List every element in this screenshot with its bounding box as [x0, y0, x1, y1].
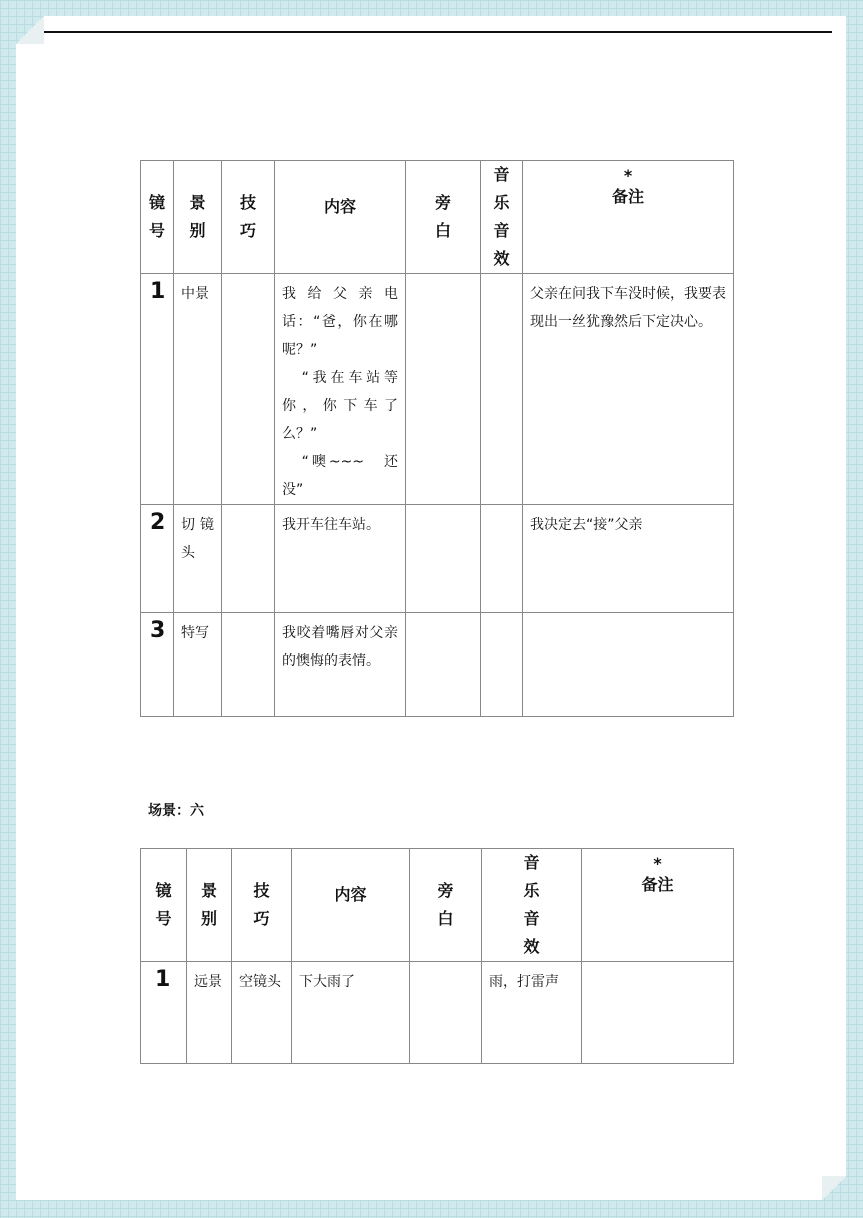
cell-shot-size: 远景: [187, 962, 232, 1064]
header-technique: 技巧: [232, 849, 292, 962]
remarks-star: *: [623, 166, 633, 185]
cell-shot-no: 2: [141, 505, 174, 613]
cell-narration: [410, 962, 482, 1064]
cell-content: 我给父亲电话：“爸，你在哪呢？” “我在车站等你，你下车了么？” “噢~~~ 还没”: [275, 274, 406, 505]
header-narration: 旁白: [410, 849, 482, 962]
header-row: [141, 849, 734, 962]
cell-shot-size: 中景: [174, 274, 222, 505]
header-shot-no: 镜号: [141, 161, 174, 274]
header-content: 内容: [292, 849, 410, 962]
header-content: 内容: [275, 161, 406, 274]
cell-narration: [406, 505, 481, 613]
cell-shot-no: 3: [141, 613, 174, 717]
cell-content: 下大雨了: [292, 962, 410, 1064]
storyboard-table-1: [140, 160, 734, 717]
cell-narration: [406, 613, 481, 717]
cell-music: [481, 505, 523, 613]
header-rule: [44, 31, 832, 33]
cell-remarks: 父亲在问我下车没时候，我要表现出一丝犹豫然后下定决心。: [523, 274, 734, 505]
cell-content: 我开车往车站。: [275, 505, 406, 613]
header-shot-size: 景别: [187, 849, 232, 962]
header-remarks: * 备注: [582, 849, 734, 962]
cell-technique: [222, 613, 275, 717]
cell-music: [481, 613, 523, 717]
cell-content: 我咬着嘴唇对父亲的懊悔的表情。: [275, 613, 406, 717]
cell-narration: [406, 274, 481, 505]
header-shot-size: 景别: [174, 161, 222, 274]
cell-shot-size: 特写: [174, 613, 222, 717]
cell-technique: [222, 274, 275, 505]
cell-shot-no: 1: [141, 274, 174, 505]
table-row: [141, 505, 734, 613]
table-row: [141, 274, 734, 505]
header-remarks: * 备注: [523, 161, 734, 274]
cell-shot-size: 切镜头: [174, 505, 222, 613]
cell-technique: 空镜头: [232, 962, 292, 1064]
storyboard-table-2: [140, 848, 734, 1064]
header-music-sfx: 音乐音效: [481, 161, 523, 274]
header-row: [141, 161, 734, 274]
cell-remarks: [582, 962, 734, 1064]
remarks-star: *: [653, 854, 662, 873]
header-narration: 旁白: [406, 161, 481, 274]
header-shot-no: 镜号: [141, 849, 187, 962]
cell-remarks: 我决定去“接”父亲: [523, 505, 734, 613]
page-corner-fold: [822, 1176, 846, 1200]
header-music-sfx: 音乐音效: [482, 849, 582, 962]
cell-technique: [222, 505, 275, 613]
page-corner-fold: [16, 16, 44, 44]
table-row: [141, 613, 734, 717]
cell-shot-no: 1: [141, 962, 187, 1064]
cell-remarks: [523, 613, 734, 717]
table-row: [141, 962, 734, 1064]
cell-music: [481, 274, 523, 505]
cell-music: 雨，打雷声: [482, 962, 582, 1064]
scene-label: 场景：六: [148, 803, 204, 819]
header-technique: 技巧: [222, 161, 275, 274]
